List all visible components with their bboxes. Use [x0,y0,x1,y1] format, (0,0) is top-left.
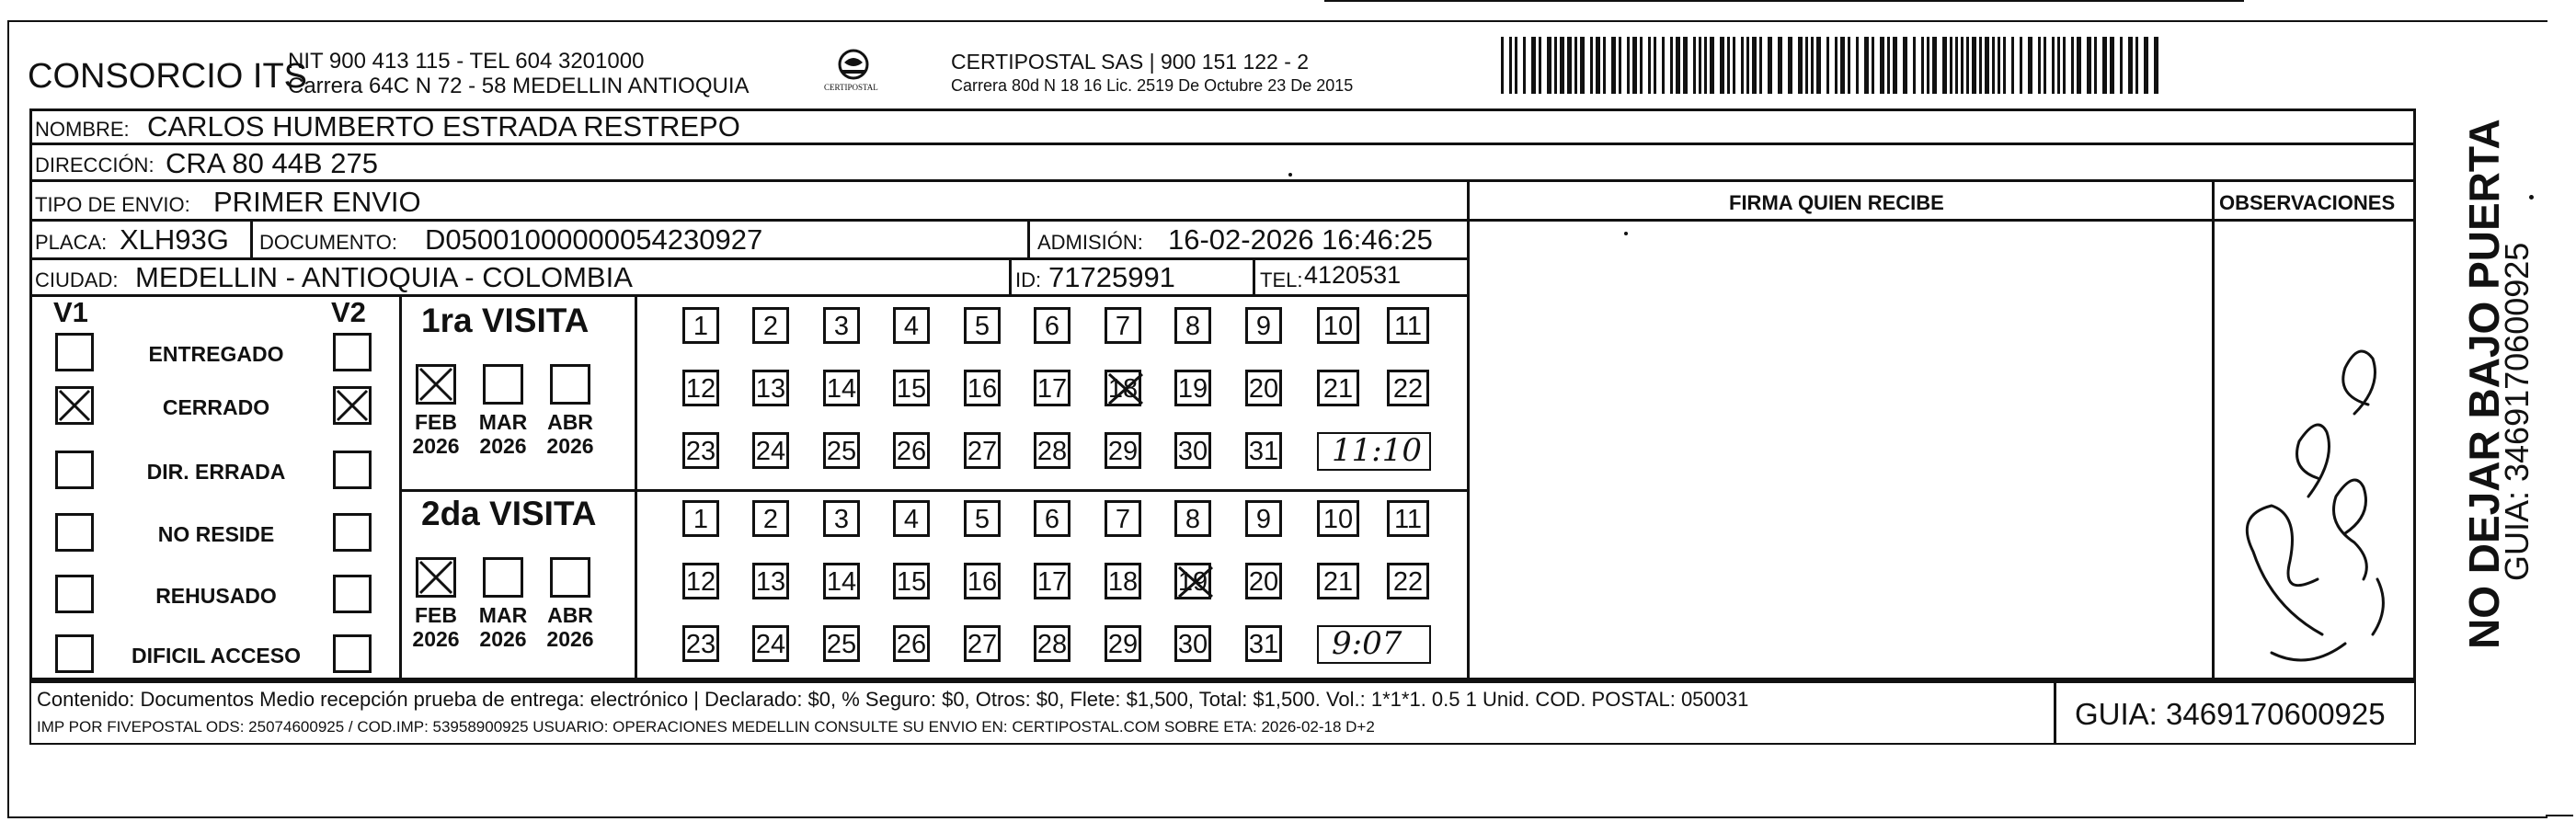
barcode-bar [1741,37,1744,94]
day-box[interactable]: 8 [1174,307,1211,344]
barcode-bar [1611,37,1616,94]
barcode-bar [1864,37,1869,94]
barcode-bar [1580,37,1585,94]
barcode-bar [1840,37,1845,94]
barcode-bar [2154,37,2158,94]
barcode-bar [2044,37,2046,94]
barcode-bar [1955,37,1958,94]
day-box[interactable]: 15 [893,563,930,599]
status-label: REHUSADO [155,584,277,608]
barcode-bar [1531,37,1536,94]
barcode-bar [1554,37,1557,94]
documento-label: DOCUMENTO: [259,231,397,254]
company-name: CONSORCIO ITS [28,57,308,96]
visit-time: 9:07 [1332,625,1402,662]
day-box[interactable]: 4 [893,307,930,344]
direccion-value: CRA 80 44B 275 [166,147,378,179]
month-checkbox[interactable] [416,364,456,405]
barcode-bar [2110,37,2114,94]
barcode-bar [1966,37,1969,94]
barcode-bar [1704,37,1707,94]
row-line [29,257,1467,260]
side-guia: GUIA: 3469170600925 [2498,242,2536,581]
visit-time-box[interactable] [1317,625,1431,664]
stray-dot [1288,173,1292,177]
barcode-bar [1788,37,1792,94]
barcode-bar [1539,37,1541,94]
barcode-bar [1826,37,1829,94]
top-stub [1324,0,2244,2]
status-label: DIFICIL ACCESO [131,644,301,668]
barcode-bar [2071,37,2074,94]
barcode-bar [2038,37,2041,94]
year-label: 2026 [479,627,527,651]
status-label: DIR. ERRADA [146,460,286,484]
barcode-bar [2057,37,2060,94]
status-label: ENTREGADO [148,342,284,366]
barcode [1501,37,2165,94]
barcode-bar [1913,37,1916,94]
day-cross-mark [1177,565,1214,599]
day-box[interactable]: 29 [1105,625,1141,662]
barcode-bar [2011,37,2014,94]
barcode-bar [1632,37,1637,94]
day-box[interactable]: 16 [964,370,1001,406]
card-right-edge [2546,815,2573,816]
day-box[interactable]: 24 [752,432,789,469]
day-box[interactable]: 27 [964,625,1001,662]
day-box[interactable]: 3 [823,500,860,537]
day-box[interactable]: 12 [682,370,719,406]
barcode-bar [1662,37,1665,94]
col-line [1009,257,1012,294]
barcode-bar [1880,37,1884,94]
day-box[interactable]: 25 [823,625,860,662]
barcode-bar [1811,37,1814,94]
month-label: ABR [547,603,593,627]
status-label: NO RESIDE [157,522,275,546]
barcode-bar [2128,37,2133,94]
day-box[interactable]: 3 [823,307,860,344]
certipostal-logo [817,46,890,101]
day-box[interactable]: 5 [964,307,1001,344]
year-label: 2026 [479,434,527,458]
day-box[interactable]: 10 [1317,500,1359,537]
day-box[interactable]: 7 [1105,307,1141,344]
barcode-bar [2063,37,2066,94]
visit-title: 2da VISITA [421,495,597,532]
visit-time: 11:10 [1332,432,1422,469]
year-label: 2026 [546,627,594,651]
barcode-bar [1619,37,1621,94]
day-cross-mark [1107,372,1144,405]
barcode-bar [1676,37,1680,94]
day-box[interactable]: 5 [964,500,1001,537]
tipo-label: TIPO DE ENVIO: [35,193,190,216]
barcode-bar [1856,37,1859,94]
admision-value: 16-02-2026 16:46:25 [1168,223,1433,256]
row-line [29,219,2416,222]
day-box[interactable]: 22 [1387,563,1429,599]
day-box[interactable]: 9 [1245,307,1282,344]
barcode-bar [1985,37,1989,94]
barcode-bar [1998,37,2000,94]
direccion-label: DIRECCIÓN: [35,154,155,177]
barcode-bar [2020,37,2022,94]
barcode-bar [2077,37,2081,94]
month-label: MAR [478,410,528,434]
row-line [29,294,1467,297]
v2-header: V2 [331,296,366,328]
day-box[interactable]: 30 [1174,625,1211,662]
day-box[interactable]: 30 [1174,432,1211,469]
day-box[interactable]: 18 [1105,370,1141,406]
handwritten-signature [2216,303,2414,680]
barcode-bar [1848,37,1850,94]
barcode-bar [1509,37,1512,94]
day-box[interactable]: 11 [1387,500,1429,537]
barcode-bar [1927,37,1929,94]
footer-contenido: Contenido: Documentos Medio recepción prueba de entrega: electrónico | Declarado: $0, % Seguro: $0, Otros: $0, Flete: $1,500, Total: $1,500. Vol.: 1*1*1. 0.5 1 Unid. COD. POSTAL: 050031 [37,688,1749,711]
barcode-bar [1727,37,1730,94]
barcode-bar [1798,37,1803,94]
tel-label: TEL: [1260,268,1303,291]
barcode-bar [1596,37,1600,94]
barcode-bar [2144,37,2148,94]
observaciones-header: OBSERVACIONES [2219,191,2396,214]
barcode-bar [1603,37,1606,94]
barcode-bar [1903,37,1907,94]
day-box[interactable]: 19 [1174,563,1211,599]
tel-value: 4120531 [1304,261,1402,289]
barcode-bar [1746,37,1749,94]
certipostal-license: Carrera 80d N 18 16 Lic. 2519 De Octubre 23 De 2015 [951,76,1354,95]
company-nit: NIT 900 413 115 - TEL 604 3201000 [288,49,645,74]
day-box[interactable]: 23 [682,432,719,469]
barcode-bar [2135,37,2138,94]
barcode-bar [2003,37,2006,94]
row-line [399,489,1467,492]
barcode-bar [1893,37,1897,94]
barcode-bar [1887,37,1890,94]
year-label: 2026 [412,627,460,651]
barcode-bar [1515,37,1517,94]
barcode-bar [1699,37,1701,94]
no-dejar-bajo-puerta: NO DEJAR BAJO PUERTA [2460,119,2508,649]
v1-header: V1 [53,296,88,328]
placa-value: XLH93G [120,223,229,256]
barcode-bar [1683,37,1688,94]
ciudad-label: CIUDAD: [35,268,119,291]
month-label: FEB [415,603,457,627]
day-box[interactable]: 18 [1105,563,1141,599]
day-box[interactable]: 13 [752,370,789,406]
nombre-value: CARLOS HUMBERTO ESTRADA RESTREPO [147,110,740,143]
row-line [29,179,2416,182]
day-box[interactable]: 1 [682,500,719,537]
day-box[interactable]: 31 [1245,432,1282,469]
barcode-bar [1979,37,1982,94]
placa-label: PLACA: [35,231,108,254]
stray-dot [2529,195,2534,200]
month-label: MAR [478,603,528,627]
barcode-bar [1627,37,1630,94]
stray-dot [1624,232,1628,235]
day-box[interactable]: 2 [752,307,789,344]
barcode-bar [1710,37,1714,94]
day-box[interactable]: 20 [1245,370,1282,406]
barcode-bar [2052,37,2055,94]
day-box[interactable]: 10 [1317,307,1359,344]
year-label: 2026 [546,434,594,458]
barcode-bar [2087,37,2091,94]
day-box[interactable]: 31 [1245,625,1282,662]
month-label: ABR [547,410,593,434]
nombre-label: NOMBRE: [35,118,130,141]
barcode-bar [1654,37,1656,94]
day-box[interactable]: 25 [823,432,860,469]
barcode-bar [1805,37,1808,94]
barcode-bar [2120,37,2123,94]
month-checkbox[interactable] [550,557,590,598]
day-box[interactable]: 15 [893,370,930,406]
barcode-bar [1972,37,1976,94]
day-box[interactable]: 21 [1317,370,1359,406]
barcode-bar [1752,37,1757,94]
col-line [2054,680,2056,745]
barcode-bar [1560,37,1564,94]
day-box[interactable]: 28 [1034,625,1070,662]
day-box[interactable]: 11 [1387,307,1429,344]
barcode-bar [1567,37,1572,94]
barcode-bar [1992,37,1995,94]
tipo-value: PRIMER ENVIO [213,186,421,218]
day-box[interactable]: 13 [752,563,789,599]
col-line [2212,179,2215,680]
day-box[interactable]: 4 [893,500,930,537]
barcode-bar [1942,37,1947,94]
admision-label: ADMISIÓN: [1037,231,1143,254]
barcode-bar [1768,37,1772,94]
day-box[interactable]: 27 [964,432,1001,469]
barcode-bar [1574,37,1577,94]
day-box[interactable]: 8 [1174,500,1211,537]
day-box[interactable]: 14 [823,563,860,599]
col-line [1027,219,1030,257]
day-box[interactable]: 2 [752,500,789,537]
day-box[interactable]: 21 [1317,563,1359,599]
footer-imp: IMP POR FIVEPOSTAL ODS: 25074600925 / COD.IMP: 53958900925 USUARIO: OPERACIONES MEDELLIN CONSULTE SU ENVIO EN: CERTIPOSTAL.COM SOBRE ETA: 2026-02-18 D+2 [37,718,1375,736]
day-box[interactable]: 22 [1387,370,1429,406]
month-label: FEB [415,410,457,434]
ciudad-value: MEDELLIN - ANTIOQUIA - COLOMBIA [135,261,633,293]
barcode-bar [1932,37,1937,94]
day-box[interactable]: 6 [1034,307,1070,344]
month-checkbox[interactable] [416,557,456,598]
day-box[interactable]: 17 [1034,563,1070,599]
day-box[interactable]: 14 [823,370,860,406]
company-address: Carrera 64C N 72 - 58 MEDELLIN ANTIOQUIA [288,74,750,98]
barcode-bar [1921,37,1924,94]
barcode-bar [1590,37,1593,94]
day-box[interactable]: 23 [682,625,719,662]
barcode-bar [1872,37,1874,94]
barcode-bar [1816,37,1821,94]
certipostal-info: CERTIPOSTAL SAS | 900 151 122 - 2 [951,50,1310,74]
day-box[interactable]: 19 [1174,370,1211,406]
col-line [1467,179,1470,680]
year-label: 2026 [412,434,460,458]
col-line [250,219,253,257]
visit-title: 1ra VISITA [421,302,590,339]
month-checkbox[interactable] [483,557,523,598]
barcode-bar [1501,37,1504,94]
month-checkbox[interactable] [483,364,523,405]
barcode-bar [1733,37,1735,94]
day-box[interactable]: 29 [1105,432,1141,469]
day-box[interactable]: 6 [1034,500,1070,537]
documento-value: D05001000000054230927 [425,223,763,256]
footer-guia: GUIA: 3469170600925 [2075,697,2386,731]
barcode-bar [2094,37,2097,94]
barcode-bar [1720,37,1724,94]
barcode-bar [1693,37,1696,94]
barcode-bar [1835,37,1838,94]
day-box[interactable]: 26 [893,432,930,469]
status-label: CERRADO [162,395,270,419]
firma-header: FIRMA QUIEN RECIBE [1729,191,1944,214]
barcode-bar [1640,37,1643,94]
barcode-bar [1547,37,1551,94]
day-box[interactable]: 12 [682,563,719,599]
visit-time-box[interactable] [1317,432,1431,471]
day-box[interactable]: 20 [1245,563,1282,599]
barcode-bar [1759,37,1762,94]
barcode-bar [2028,37,2032,94]
col-line [1253,257,1255,294]
day-box[interactable]: 7 [1105,500,1141,537]
day-box[interactable]: 17 [1034,370,1070,406]
day-box[interactable]: 1 [682,307,719,344]
barcode-bar [1648,37,1651,94]
logo-text: CERTIPOSTAL [824,83,878,92]
day-box[interactable]: 16 [964,563,1001,599]
day-box[interactable]: 9 [1245,500,1282,537]
col-line [635,294,637,680]
barcode-bar [2102,37,2107,94]
barcode-bar [1778,37,1782,94]
barcode-bar [1961,37,1963,94]
barcode-bar [1523,37,1526,94]
barcode-bar [1670,37,1673,94]
barcode-bar [1950,37,1952,94]
month-checkbox[interactable] [550,364,590,405]
day-box[interactable]: 28 [1034,432,1070,469]
day-box[interactable]: 24 [752,625,789,662]
id-value: 71725991 [1048,261,1175,293]
id-label: ID: [1015,268,1042,291]
day-box[interactable]: 26 [893,625,930,662]
